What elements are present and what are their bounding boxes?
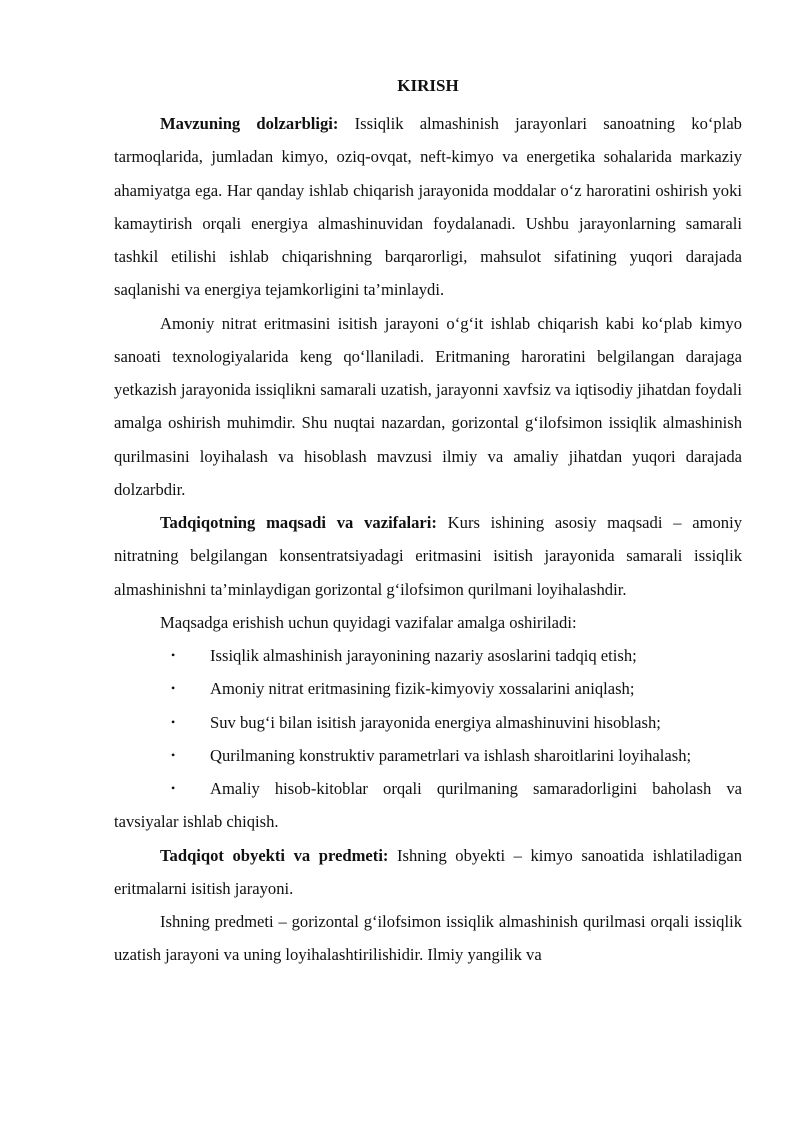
list-item-text: Qurilmaning konstruktiv parametrlari va ishlash sharoitlarini loyihalash; (210, 745, 692, 765)
bullet-icon: • (171, 781, 176, 795)
tasks-intro: Maqsadga erishish uchun quyidagi vazifalar amalga oshiriladi: (160, 612, 577, 632)
object-heading: Tadqiqot obyekti va predmeti: (160, 845, 389, 865)
object-text: Ishning obyekti – kimyo sanoatida ishlatiladigan eritmalarni isitish jarayoni. (114, 845, 742, 898)
list-item-text: Amaliy hisob-kitoblar orqali qurilmaning samaradorligini baholash va tavsiyalar ishlab chiqish. (114, 779, 742, 832)
bullet-icon: • (171, 747, 176, 762)
page-title: KIRISH (397, 76, 459, 95)
goals-text: Kurs ishining asosiy maqsadi – amoniy nitratning belgilangan konsentratsiyadagi eritmasini isitish jarayonida samarali issiqlik almashinishni ta’minlaydigan gorizontal g‘ilofsimon qurilmani loyihalashdir. (114, 513, 743, 599)
goals-paragraph (114, 506, 742, 606)
object-paragraph (114, 839, 742, 906)
list-item (114, 639, 742, 672)
bullet-icon: • (171, 714, 176, 729)
list-item-text: Suv bug‘i bilan isitish jarayonida energiya almashinuvini hisoblash; (210, 712, 661, 732)
goals-heading: Tadqiqotning maqsadi va vazifalari: (160, 513, 437, 532)
relevance-heading: Mavzuning dolzarbligi: (160, 114, 339, 133)
subject-paragraph: Ishning predmeti – gorizontal g‘ilofsimon issiqlik almashinish qurilmasi orqali issiqlik uzatish jarayoni va uning loyihalashtirilishidir. Ilmiy yangilik va (114, 912, 742, 965)
document-page (114, 75, 742, 972)
list-item-text: Amoniy nitrat eritmasining fizik-kimyoviy xossalarini aniqlash; (210, 679, 635, 699)
ammonium-nitrate-paragraph: Amoniy nitrat eritmasini isitish jarayoni o‘g‘it ishlab chiqarish kabi ko‘plab kimyo sanoati texnologiyalarida keng qo‘llaniladi. Eritmaning haroratini belgilangan darajaga yetkazish jarayonida issiqlikni samarali uzatish, jarayonni xavfsiz va iqtisodiy jihatdan foydali amalga oshirish muhimdir. Shu nuqtai nazardan, gorizontal g‘ilofsimon issiqlik almashinish qurilmasini loyihalash va hisoblash mavzusi ilmiy va amaliy jihatdan yuqori darajada dolzarbdir. (114, 313, 742, 499)
bullet-icon: • (171, 648, 176, 662)
relevance-text: Issiqlik almashinish jarayonlari sanoatning ko‘plab tarmoqlarida, jumladan kimyo, oziq-ovqat, neft-kimyo va energetika sohalarida markaziy ahamiyatga ega. Har qanday ishlab chiqarish jarayonida moddalar o‘z haroratini oshirish yoki kamaytirish orqali energiya almashinuvidan foydalanadi. Ushbu jarayonlarning samarali tashkil etilishi ishlab chiqarishning barqarorligi, mahsulot sifatining yuqori darajada saqlanishi va energiya tejamkorligini ta’minlaydi. (114, 114, 742, 300)
list-item (114, 706, 742, 739)
relevance-paragraph (114, 107, 742, 307)
list-item-text: Issiqlik almashinish jarayonining nazariy asoslarini tadqiq etish; (210, 646, 637, 665)
list-item (114, 672, 742, 705)
task-list (114, 639, 742, 839)
list-item (114, 739, 742, 772)
list-item (114, 772, 742, 839)
bullet-icon: • (171, 681, 176, 696)
